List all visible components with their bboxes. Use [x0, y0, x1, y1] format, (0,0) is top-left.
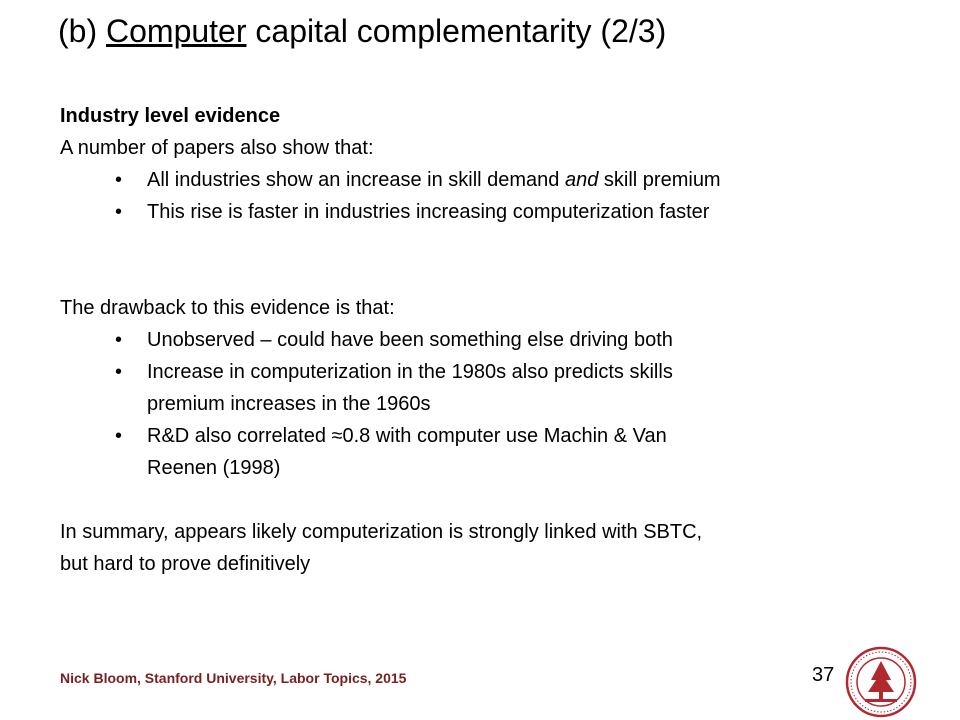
section2-bullet-list — [60, 324, 920, 484]
section1-intro: A number of papers also show that: — [60, 137, 374, 159]
bullet-text: This rise is faster in industries increasing computerization faster — [147, 201, 710, 223]
list-item — [115, 420, 920, 484]
bullet-icon: • — [115, 329, 123, 351]
list-item — [115, 164, 920, 196]
list-item — [115, 356, 920, 420]
bullet-text-line1: R&D also correlated ≈0.8 with computer use Machin & Van — [147, 425, 667, 447]
slide-title — [58, 12, 918, 50]
summary-line1: In summary, appears likely computerization is strongly linked with SBTC, — [60, 521, 703, 543]
list-item — [115, 324, 920, 356]
bullet-text-line2: premium increases in the 1960s — [147, 393, 431, 415]
footer-text: Nick Bloom, Stanford University, Labor Topics, 2015 — [60, 670, 407, 686]
title-prefix: (b) — [58, 13, 106, 49]
bullet-icon: • — [115, 425, 123, 447]
bullet-icon: • — [115, 361, 123, 383]
section1-bullet-list — [60, 164, 920, 228]
title-suffix: capital complementarity (2/3) — [246, 13, 667, 49]
section-heading: Industry level evidence — [60, 105, 281, 127]
bullet-icon: • — [115, 201, 123, 223]
page-number: 37 — [812, 664, 835, 686]
stanford-seal-icon — [845, 646, 917, 718]
bullet-text-line1: Increase in computerization in the 1980s also predicts skills — [147, 361, 673, 383]
bullet-text: Unobserved – could have been something else driving both — [147, 329, 673, 351]
bullet-text-line2: Reenen (1998) — [147, 457, 281, 479]
slide-body — [60, 100, 920, 580]
bullet-text-after: skill premium — [598, 169, 721, 191]
list-item — [115, 196, 920, 228]
section2-intro: The drawback to this evidence is that: — [60, 297, 395, 319]
title-underlined-word: Computer — [106, 13, 247, 49]
bullet-icon: • — [115, 169, 123, 191]
bullet-emphasis: and — [564, 169, 599, 191]
bullet-text-before: All industries show an increase in skill demand — [147, 169, 565, 191]
summary-line2: but hard to prove definitively — [60, 553, 311, 575]
